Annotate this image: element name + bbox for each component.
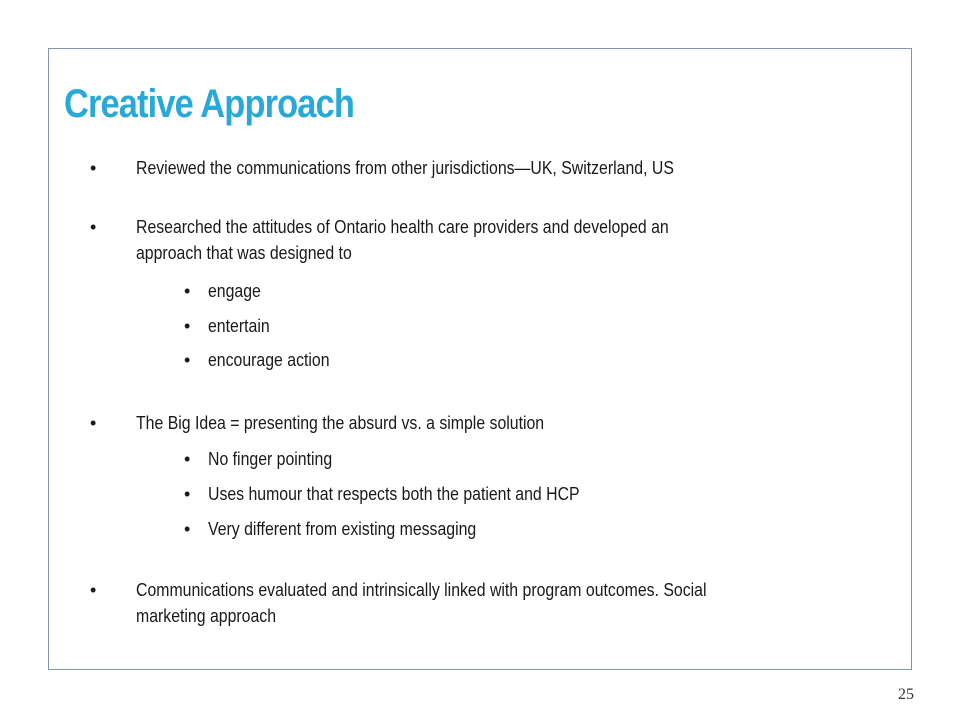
bullet-researched-attitudes [90,214,741,266]
bullet-text-line-2: approach that was designed to [136,243,352,263]
bullet-dot: • [184,484,191,504]
bullet-dot: • [184,449,191,469]
bullet-communications-evaluated [90,577,784,629]
sub-bullet-very-different [184,516,513,542]
sub-bullet-text: entertain [208,316,270,336]
bullet-text-line-2: marketing approach [136,606,277,626]
bullet-text-line-1: Researched the attitudes of Ontario health care providers and developed an [136,217,669,237]
bullet-dot: • [90,158,97,178]
page-number: 25 [898,686,914,703]
bullet-dot: • [184,350,191,370]
bullet-dot: • [184,519,191,539]
bullet-text: Reviewed the communications from other jurisdictions—UK, Switzerland, US [136,158,674,178]
bullet-dot: • [90,580,97,600]
sub-bullet-text: Very different from existing messaging [208,519,477,539]
slide-title: Creative Approach [64,82,354,126]
bullet-text: The Big Idea = presenting the absurd vs. a simple solution [136,413,545,433]
bullet-dot: • [184,316,191,336]
bullet-big-idea [90,410,600,436]
sub-bullet-entertain [184,313,278,339]
sub-bullet-text: encourage action [208,350,330,370]
sub-bullet-no-finger-pointing [184,446,349,472]
sub-bullet-text: Uses humour that respects both the patient and HCP [208,484,580,504]
sub-bullet-text: No finger pointing [208,449,333,469]
sub-bullet-text: engage [208,281,261,301]
sub-bullet-encourage-action [184,347,346,373]
bullet-reviewed-communications [90,155,747,181]
sub-bullet-uses-humour [184,481,630,507]
sub-bullet-engage [184,278,268,304]
bullet-text-line-1: Communications evaluated and intrinsically linked with program outcomes. Social [136,580,707,600]
bullet-dot: • [90,413,97,433]
bullet-dot: • [90,217,97,237]
bullet-dot: • [184,281,191,301]
